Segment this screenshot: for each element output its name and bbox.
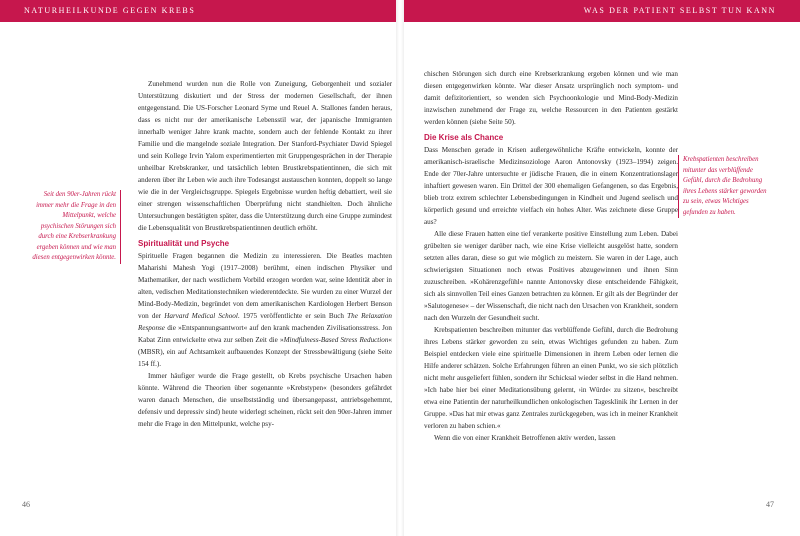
body-paragraph: Immer häufiger wurde die Frage gestellt, ob Krebs psychische Ursachen haben könnte. Während die Theorien über sogenannte »Krebstypen« (besonders gefährdet waren danach Menschen, die unselbstständig und übersangepasst, antriebsgehemmt, defensiv und depressiv sind) heute widerlegt scheinen, rückt seit den 90er-Jahren immer mehr die Frage in den Mittelpunkt, welche psy- [138, 372, 392, 428]
body-paragraph: Dass Menschen gerade in Krisen außergewöhnliche Kräfte entwickeln, konnte der amerikanisch-israelische Medizinsoziologe Aaron Antonovsky (1923–1994) zeigen. Ende der 70er-Jahre untersuchte er jüdische Frauen, die in einem Konzentrationslager inhaftiert gewesen waren. Ein Drittel der 300 ehemaligen Gefangenen, so das Ergebnis, blieb trotz extrem schlechter Lebensbedingungen in Kindheit und Jugend seelisch und körperlich gesund und erreichte vielfach ein hohes Alter. Was zeichnete diese Gruppe aus? [424, 146, 678, 226]
running-header-right: WAS DER PATIENT SELBST TUN KANN [404, 0, 800, 22]
body-paragraph: Wenn die von einer Krankheit Betroffenen aktiv werden, lassen [434, 434, 616, 442]
sidenote-right: Krebspatienten beschreiben mitunter das verblüffende Gefühl, durch die Bedrohung ihres Lebens stärker geworden zu sein, etwas Wichtiges gefunden zu haben. [678, 155, 769, 218]
right-page-body [424, 68, 678, 444]
section-heading: Spiritualität und Psyche [138, 239, 230, 248]
running-header-left: NATURHEILKUNDE GEGEN KREBS [0, 0, 396, 22]
book-gutter [396, 0, 404, 536]
body-paragraph: Krebspatienten beschreiben mitunter das verblüffende Gefühl, durch die Bedrohung ihres Lebens stärker geworden zu sein, etwas Wichtiges gefunden zu haben. Zum Beispiel entdecken viele eine spirituelle Dimensionen in ihrem Leben oder lernen die Hilfe anderer schätzen. Solche Erfahrungen führen an einen Punkt, wo sie sich plötzlich nicht mehr ausgeliefert fühlen, sondern ihr Schicksal wieder selbst in die Hand nehmen. »Ich habe hier bei einer Meditationsübung gelernt, ›in Würde‹ zu sitzen«, beschreibt etwa eine Patientin der naturheilkundlichen onkologischen Tagesklinik ihr Lernen in der Gruppe. »Das hat mir etwas ganz Zentrales zurückgegeben, was ich in meiner Krankheit verloren zu haben schien.« [424, 326, 678, 430]
body-paragraph: chischen Störungen sich durch eine Krebserkrankung ergeben können und wie man diesen entgegenwirken könnte. War dieser Ansatz ursprünglich noch symptom- und damit defizitorientiert, so wenden sich Psychoonkologie und Mind-Body-Medizin inzwischen zunehmend der Frage zu, welche Ressourcen in den Patienten gestärkt werden können (siehe Seite 50). [424, 70, 678, 126]
body-paragraph: Spirituelle Fragen begannen die Medizin zu interessieren. Die Beatles machten Maharishi Mahesh Yogi (1917–2008) berühmt, einen indischen Physiker und Mathematiker, der nach westlichem Vorbild erzogen worden war, seine Identität aber in alten, vedischen Meditationstechniken wiederentdeckte. Sie wurden zu einer Wurzel der Mind-Body-Medizin, begründet von dem amerikanischen Kardiologen Herbert Benson von der Harvard Medical School. 1975 veröffentlichte er sein Buch The Relaxation Response die »Entspannungsantwort« auf den krank machenden Zivilisationsstress. Jon Kabat Zinn entwickelte etwa zur selben Zeit die »Mindfulness-Based Stress Reduction« (MBSR), ein auf Achtsamkeit aufbauendes Konzept der Stressbewältigung (siehe Seite 154 ff.). [138, 252, 393, 368]
page-number-right: 47 [766, 500, 774, 509]
body-paragraph: Zunehmend wurden nun die Rolle von Zuneigung, Geborgenheit und sozialer Unterstützung diskutiert und der Stress der modernen Gesellschaft, der ihnen entgegenstand. Die US-Forscher Leonard Syme und Reuel A. Stallones fanden heraus, dass es nicht nur der amerikanische Lebensstil war, der japanische Immigranten innerhalb weniger Jahre krank machte, sondern auch der fehlende Kontakt zu ihrer Familie und die mangelnde soziale Integration. Der Stanford-Psychiater David Spiegel und sein Kollege Irvin Yalom experimentierten mit Gruppengesprächen in der Therapie unheilbar Krebskranker, und tatsächlich lebten Brustkrebspatientinnen, die sich mit anderen über ihr Leben wie auch ihre Todesangst austauschen konnten, doppelt so lange wie die in der Vergleichsgruppe. Spiegels Ergebnisse wurden heftig debattiert, weil sie einer strengen wissenschaftlichen Überprüfung nicht standhielten. Doch ähnliche Untersuchungen bestätigten später, dass die Unterstützung durch eine Gruppe zumindest die Lebensqualität von Brustkrebspatientinnen deutlich erhöht. [138, 80, 392, 232]
body-paragraph: Alle diese Frauen hatten eine tief verankerte positive Einstellung zum Leben. Dabei grübelten sie weniger darüber nach, wie eine Krise vielleicht ausgelöst hatte, sondern setzten alles daran, diese so gut wie möglich zu meistern. Sie waren in der Lage, auch schwierigsten Situationen noch etwas Positives abzugewinnen und ihnen Sinn zuzuschreiben. »Kohärenzgefühl« nannte Antonovsky diese entscheidende Fähigkeit, sich als sinnvollen Teil eines Ganzen betrachten zu können. Er gilt als der Begründer der »Salutogenese« – der Wissenschaft, die nicht nach den Ursachen von Krankheit, sondern nach den Wurzeln der Gesundheit sucht. [424, 230, 678, 322]
page-number-left: 46 [22, 500, 30, 509]
left-page-body [138, 78, 392, 430]
sidenote-left: Seit den 90er-Jahren rückt immer mehr die Frage in den Mittelpunkt, welche psychischen Störungen sich durch eine Krebserkrankung ergeben können und wie man diesen entgegenwirken könnte. [30, 190, 121, 264]
section-heading: Die Krise als Chance [424, 133, 504, 142]
